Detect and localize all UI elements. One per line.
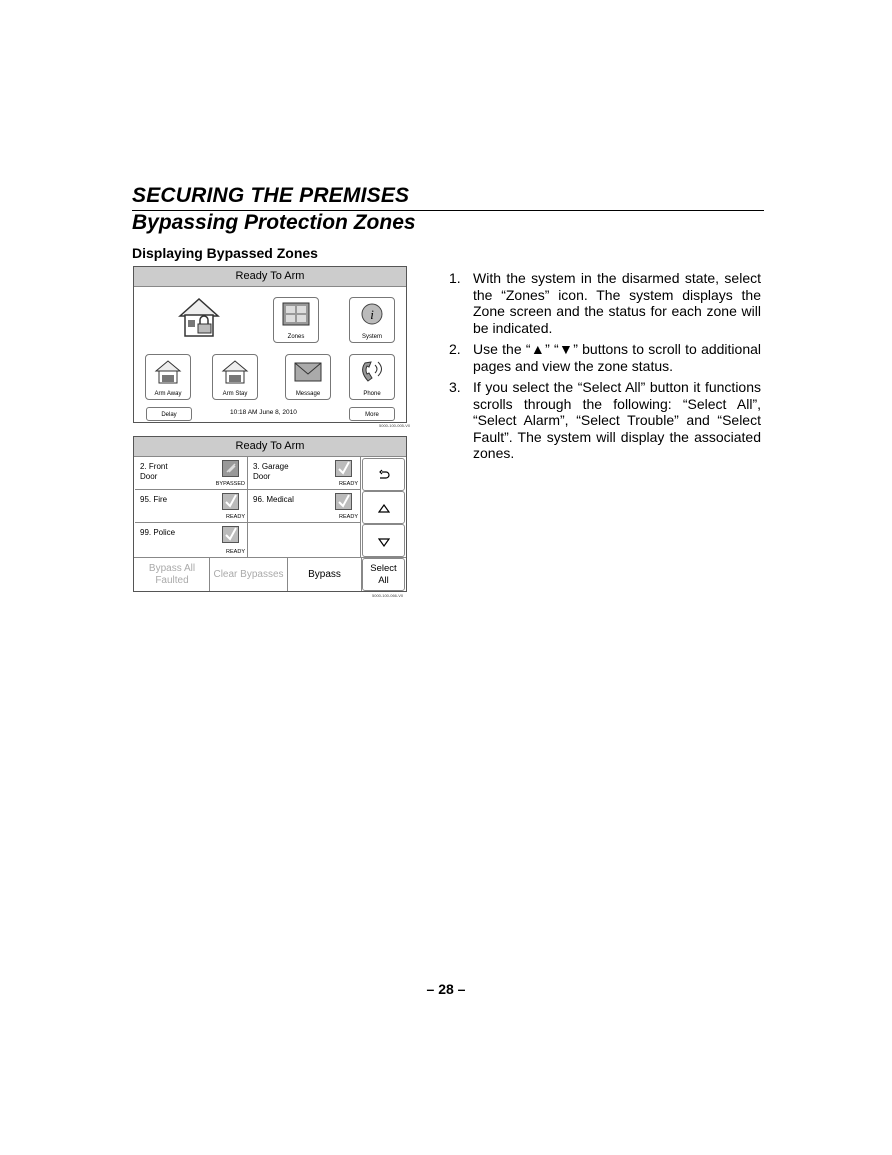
delay-button[interactable]: Delay [146,407,192,421]
clear-bypasses-button[interactable]: Clear Bypasses [210,558,288,591]
zone-status: READY [226,514,245,520]
down-arrow-icon [378,537,390,547]
arm-stay-button[interactable] [212,354,258,400]
arm-stay-house-icon [221,359,249,385]
system-button[interactable] [349,297,395,343]
zone-name: 95. Fire [140,495,168,504]
arm-away-house-icon [154,359,182,385]
system-label: System [361,334,382,340]
zone-cell[interactable] [248,457,361,490]
arm-away-label: Arm Away [154,391,182,397]
status-bar: Ready To Arm [134,437,406,457]
message-label: Message [295,391,321,397]
checkmark-icon [222,526,239,543]
figure-code: 5000-100-066-V0 [372,593,404,598]
zone-cell[interactable] [135,523,248,558]
bypass-all-faulted-button[interactable]: Bypass All Faulted [135,558,210,591]
empty-zone-cell [248,523,361,558]
zone-name: 96. Medical [253,495,294,504]
zone-cell[interactable] [135,457,248,490]
phone-button[interactable] [349,354,395,400]
arm-stay-label: Arm Stay [222,391,248,397]
message-button[interactable] [285,354,331,400]
phone-label: Phone [363,391,381,397]
zone-status: READY [339,514,358,520]
back-button[interactable] [362,458,405,491]
zone-status: READY [339,481,358,487]
bypass-button[interactable]: Bypass [288,558,362,591]
house-status-icon [176,296,222,343]
figure-code: 5000-100-005-V0 [379,423,411,428]
checkmark-icon [222,493,239,510]
step-item: 2. Use the “▲” “▼” buttons to scroll to additional pages and view the zone status. [449,341,761,374]
date-time: 10:18 AM June 8, 2010 [230,409,297,416]
step-item: 3. If you select the “Select All” button it functions scrolls through the following: “Select All”, “Select Alarm”, “Select Trouble” and “Select Fault”. The system will display the associated zones. [449,379,761,461]
zone-status: BYPASSED [215,481,245,487]
zone-cell[interactable] [135,490,248,523]
phone-icon [358,359,386,385]
zones-icon [282,302,310,328]
home-screen-figure [133,266,407,423]
zones-button[interactable] [273,297,319,343]
subsection-title: Bypassing Protection Zones [132,211,416,234]
status-bar: Ready To Arm [134,267,406,287]
scroll-down-button[interactable] [362,524,405,557]
zones-label: Zones [287,334,305,340]
zone-name: 99. Police [140,528,176,537]
zone-name: 2. Front Door [140,462,168,481]
back-arrow-icon [378,469,390,481]
page-number: – 28 – [426,981,466,997]
info-icon [358,302,386,328]
instruction-steps [449,270,761,467]
subheading: Displaying Bypassed Zones [132,245,318,261]
envelope-icon [294,359,322,385]
checkmark-icon [335,493,352,510]
zone-status: READY [226,549,245,555]
arm-away-button[interactable] [145,354,191,400]
section-title: SECURING THE PREMISES [132,184,410,207]
select-all-button[interactable]: Select All [362,558,405,591]
more-button[interactable]: More [349,407,395,421]
checkmark-icon [335,460,352,477]
zones-screen-figure [133,436,407,592]
step-item: 1. With the system in the disarmed state, select the “Zones” icon. The system displays the Zone screen and the status for each zone will be indicated. [449,270,761,336]
zone-name: 3. Garage Door [253,462,289,481]
up-arrow-icon [378,504,390,514]
svg-text:i: i [370,307,374,322]
zone-cell[interactable] [248,490,361,523]
bypassed-icon [222,460,239,477]
scroll-up-button[interactable] [362,491,405,524]
